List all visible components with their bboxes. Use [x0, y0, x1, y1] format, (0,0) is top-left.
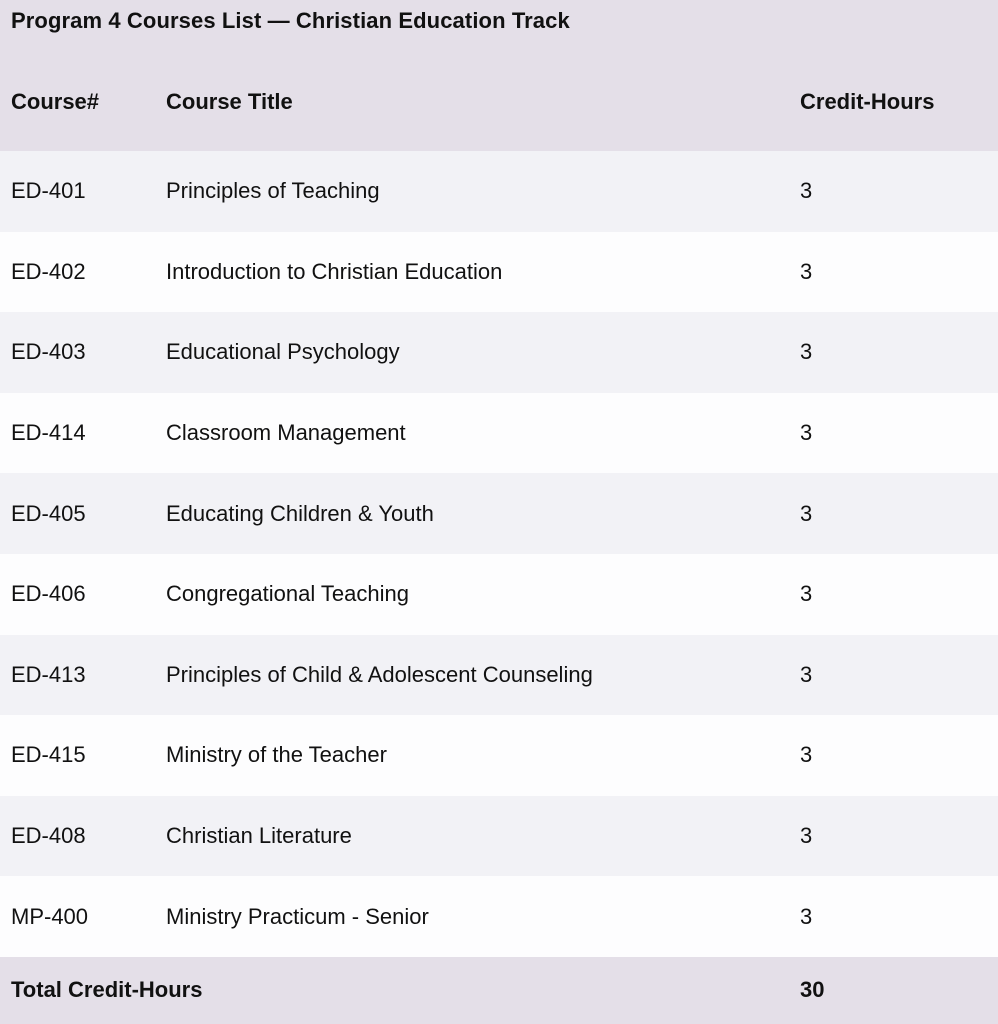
credit-hours-cell: 3 — [800, 661, 813, 687]
total-value: 30 — [800, 977, 825, 1003]
course-number-cell: ED-405 — [11, 500, 86, 526]
course-number-cell: MP-400 — [11, 903, 89, 929]
course-number-cell: ED-401 — [11, 178, 86, 204]
column-header-credit-hours: Credit-Hours — [800, 89, 935, 114]
credit-hours-cell: 3 — [800, 420, 813, 446]
credit-hours-cell: 3 — [800, 258, 813, 284]
table-row — [0, 876, 998, 957]
course-title-cell: Educational Psychology — [166, 339, 400, 365]
course-title-cell: Christian Literature — [166, 823, 352, 849]
table-row — [0, 554, 998, 635]
course-title-cell: Introduction to Christian Education — [166, 258, 503, 284]
table-row — [0, 473, 998, 554]
credit-hours-cell: 3 — [800, 178, 813, 204]
table-row — [0, 635, 998, 716]
table-header — [0, 0, 998, 151]
table-row — [0, 151, 998, 232]
course-number-cell: ED-408 — [11, 823, 86, 849]
table-row — [0, 796, 998, 877]
credit-hours-cell: 3 — [800, 500, 813, 526]
course-number-cell: ED-402 — [11, 258, 86, 284]
credit-hours-cell: 3 — [800, 903, 813, 929]
course-title-cell: Ministry Practicum - Senior — [166, 903, 429, 929]
total-label: Total Credit-Hours — [11, 977, 203, 1003]
course-number-cell: ED-415 — [11, 742, 86, 768]
course-title-cell: Principles of Child & Adolescent Counseling — [166, 661, 593, 687]
table-row — [0, 232, 998, 313]
table-row — [0, 393, 998, 474]
course-number-cell: ED-403 — [11, 339, 86, 365]
column-header-course-title: Course Title — [166, 89, 293, 114]
course-title-cell: Classroom Management — [166, 420, 406, 446]
column-header-course-number: Course# — [11, 89, 100, 114]
course-title-cell: Ministry of the Teacher — [166, 742, 387, 768]
credit-hours-cell: 3 — [800, 823, 813, 849]
credit-hours-cell: 3 — [800, 339, 813, 365]
course-number-cell: ED-414 — [11, 420, 86, 446]
course-number-cell: ED-413 — [11, 661, 86, 687]
course-title-cell: Educating Children & Youth — [166, 500, 434, 526]
course-title-cell: Principles of Teaching — [166, 178, 380, 204]
table-row — [0, 715, 998, 796]
table-caption: Program 4 Courses List — Christian Education Track — [11, 8, 570, 33]
course-number-cell: ED-406 — [11, 581, 86, 607]
course-title-cell: Congregational Teaching — [166, 581, 409, 607]
table-row — [0, 312, 998, 393]
table-footer-total-row — [0, 957, 998, 1024]
credit-hours-cell: 3 — [800, 581, 813, 607]
credit-hours-cell: 3 — [800, 742, 813, 768]
